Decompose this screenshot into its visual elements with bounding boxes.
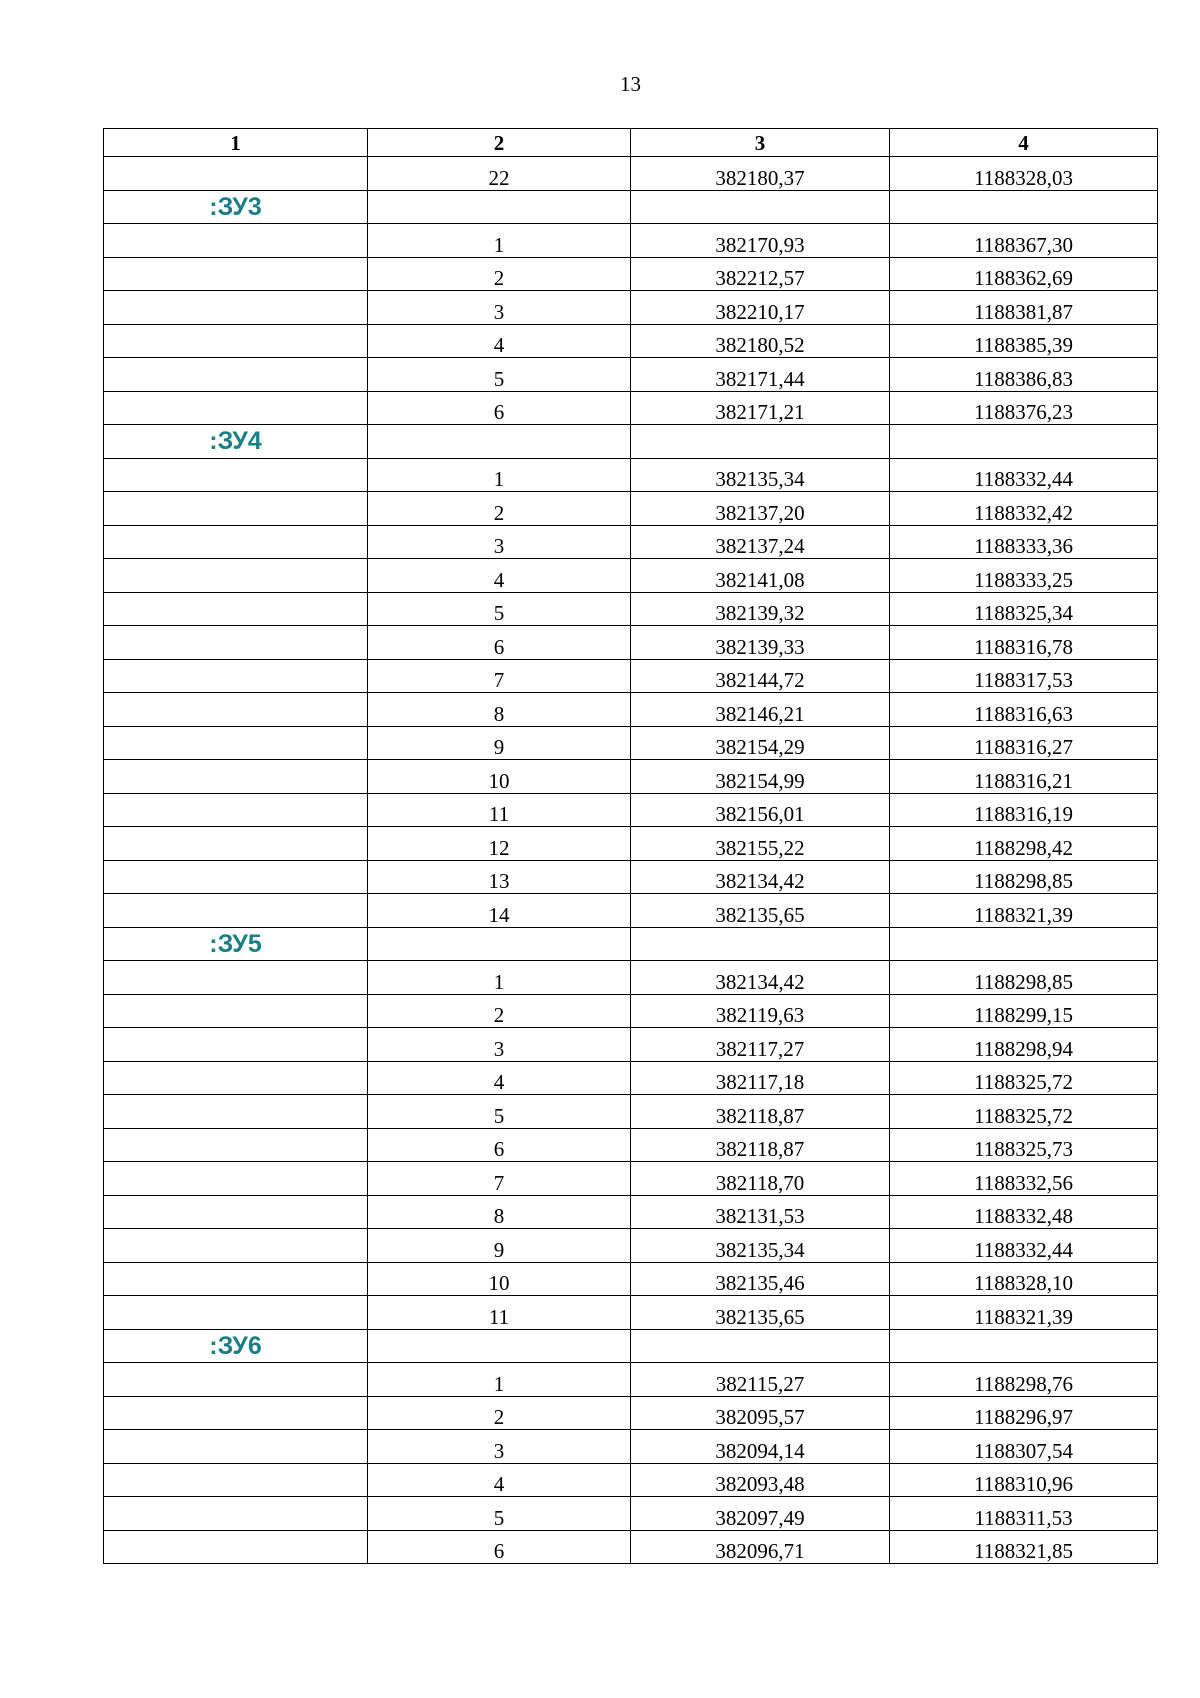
- cell-y-coordinate: 1188386,83: [890, 358, 1158, 392]
- cell-x-coordinate: 382171,21: [631, 391, 890, 425]
- cell-x-coordinate: 382139,33: [631, 626, 890, 660]
- cell-y-coordinate: [890, 1329, 1158, 1363]
- cell-label: [104, 793, 368, 827]
- cell-label: [104, 827, 368, 861]
- table-row: [104, 726, 1158, 760]
- cell-point-number: 8: [368, 1195, 631, 1229]
- cell-y-coordinate: 1188385,39: [890, 324, 1158, 358]
- cell-label: [104, 961, 368, 995]
- cell-x-coordinate: 382135,34: [631, 458, 890, 492]
- table-row: [104, 291, 1158, 325]
- cell-point-number: 8: [368, 693, 631, 727]
- table-row: [104, 894, 1158, 928]
- cell-label: [104, 1363, 368, 1397]
- table-row: [104, 1095, 1158, 1129]
- cell-x-coordinate: 382096,71: [631, 1530, 890, 1564]
- cell-point-number: 6: [368, 626, 631, 660]
- cell-x-coordinate: 382180,37: [631, 157, 890, 191]
- cell-y-coordinate: 1188328,03: [890, 157, 1158, 191]
- cell-x-coordinate: 382171,44: [631, 358, 890, 392]
- table-row: [104, 1262, 1158, 1296]
- table-row: [104, 324, 1158, 358]
- cell-x-coordinate: 382118,70: [631, 1162, 890, 1196]
- section-row: [104, 1329, 1158, 1363]
- table-row: [104, 1530, 1158, 1564]
- cell-point-number: 6: [368, 1128, 631, 1162]
- cell-label: [104, 525, 368, 559]
- cell-label: [104, 626, 368, 660]
- cell-point-number: 1: [368, 1363, 631, 1397]
- table-row: [104, 358, 1158, 392]
- cell-label: [104, 157, 368, 191]
- cell-point-number: 1: [368, 961, 631, 995]
- cell-y-coordinate: 1188299,15: [890, 994, 1158, 1028]
- cell-point-number: 6: [368, 1530, 631, 1564]
- cell-y-coordinate: 1188332,44: [890, 1229, 1158, 1263]
- cell-label: [104, 291, 368, 325]
- cell-y-coordinate: 1188316,27: [890, 726, 1158, 760]
- cell-point-number: [368, 425, 631, 459]
- cell-point-number: 5: [368, 1095, 631, 1129]
- section-row: [104, 190, 1158, 224]
- cell-label: [104, 693, 368, 727]
- cell-point-number: [368, 190, 631, 224]
- cell-point-number: [368, 927, 631, 961]
- header-col-4: 4: [890, 129, 1158, 157]
- cell-x-coordinate: 382135,65: [631, 894, 890, 928]
- cell-y-coordinate: 1188367,30: [890, 224, 1158, 258]
- cell-label: [104, 224, 368, 258]
- table-row: [104, 492, 1158, 526]
- section-row: [104, 425, 1158, 459]
- cell-y-coordinate: 1188298,76: [890, 1363, 1158, 1397]
- cell-point-number: 2: [368, 994, 631, 1028]
- table-row: [104, 458, 1158, 492]
- cell-point-number: 3: [368, 1028, 631, 1062]
- cell-x-coordinate: 382135,34: [631, 1229, 890, 1263]
- cell-y-coordinate: 1188316,19: [890, 793, 1158, 827]
- cell-y-coordinate: 1188321,39: [890, 894, 1158, 928]
- cell-y-coordinate: 1188333,36: [890, 525, 1158, 559]
- cell-x-coordinate: 382135,65: [631, 1296, 890, 1330]
- cell-label: [104, 592, 368, 626]
- cell-label: [104, 391, 368, 425]
- header-col-2: 2: [368, 129, 631, 157]
- cell-x-coordinate: 382210,17: [631, 291, 890, 325]
- cell-label: [104, 860, 368, 894]
- cell-label: [104, 894, 368, 928]
- cell-y-coordinate: 1188325,72: [890, 1095, 1158, 1129]
- cell-x-coordinate: 382141,08: [631, 559, 890, 593]
- cell-point-number: 2: [368, 1396, 631, 1430]
- cell-point-number: 12: [368, 827, 631, 861]
- cell-y-coordinate: 1188298,94: [890, 1028, 1158, 1062]
- cell-point-number: [368, 1329, 631, 1363]
- cell-x-coordinate: 382137,20: [631, 492, 890, 526]
- cell-y-coordinate: 1188317,53: [890, 659, 1158, 693]
- table-row: [104, 760, 1158, 794]
- section-row: [104, 927, 1158, 961]
- cell-y-coordinate: 1188362,69: [890, 257, 1158, 291]
- cell-label: [104, 559, 368, 593]
- cell-x-coordinate: 382156,01: [631, 793, 890, 827]
- header-col-3: 3: [631, 129, 890, 157]
- cell-y-coordinate: 1188311,53: [890, 1497, 1158, 1531]
- cell-x-coordinate: 382139,32: [631, 592, 890, 626]
- cell-label: [104, 726, 368, 760]
- cell-point-number: 2: [368, 492, 631, 526]
- cell-x-coordinate: 382154,99: [631, 760, 890, 794]
- coordinates-table: [103, 128, 1158, 1564]
- cell-x-coordinate: 382115,27: [631, 1363, 890, 1397]
- cell-label: [104, 1396, 368, 1430]
- cell-point-number: 9: [368, 726, 631, 760]
- table-row: [104, 592, 1158, 626]
- cell-x-coordinate: [631, 190, 890, 224]
- section-label: :ЗУ4: [104, 425, 368, 459]
- cell-x-coordinate: 382095,57: [631, 1396, 890, 1430]
- cell-y-coordinate: 1188316,63: [890, 693, 1158, 727]
- cell-x-coordinate: 382180,52: [631, 324, 890, 358]
- cell-x-coordinate: 382155,22: [631, 827, 890, 861]
- cell-y-coordinate: [890, 425, 1158, 459]
- cell-y-coordinate: 1188316,21: [890, 760, 1158, 794]
- table-row: [104, 860, 1158, 894]
- table-row: [104, 1128, 1158, 1162]
- table-row: [104, 1363, 1158, 1397]
- cell-point-number: 5: [368, 592, 631, 626]
- cell-x-coordinate: 382170,93: [631, 224, 890, 258]
- cell-y-coordinate: 1188381,87: [890, 291, 1158, 325]
- cell-y-coordinate: 1188298,42: [890, 827, 1158, 861]
- table-row: [104, 693, 1158, 727]
- cell-point-number: 10: [368, 1262, 631, 1296]
- cell-label: [104, 994, 368, 1028]
- cell-label: [104, 1463, 368, 1497]
- cell-x-coordinate: 382094,14: [631, 1430, 890, 1464]
- table-row: [104, 391, 1158, 425]
- table-row: [104, 257, 1158, 291]
- cell-x-coordinate: [631, 1329, 890, 1363]
- cell-y-coordinate: 1188316,78: [890, 626, 1158, 660]
- cell-y-coordinate: 1188333,25: [890, 559, 1158, 593]
- cell-point-number: 9: [368, 1229, 631, 1263]
- table-row: [104, 1229, 1158, 1263]
- cell-point-number: 10: [368, 760, 631, 794]
- cell-label: [104, 1162, 368, 1196]
- cell-point-number: 6: [368, 391, 631, 425]
- cell-x-coordinate: 382135,46: [631, 1262, 890, 1296]
- cell-y-coordinate: [890, 927, 1158, 961]
- section-label: :ЗУ6: [104, 1329, 368, 1363]
- cell-point-number: 11: [368, 793, 631, 827]
- cell-x-coordinate: 382134,42: [631, 961, 890, 995]
- cell-x-coordinate: 382134,42: [631, 860, 890, 894]
- cell-point-number: 3: [368, 525, 631, 559]
- cell-y-coordinate: 1188376,23: [890, 391, 1158, 425]
- page-number: 13: [620, 72, 641, 96]
- cell-y-coordinate: 1188332,56: [890, 1162, 1158, 1196]
- cell-y-coordinate: [890, 190, 1158, 224]
- table-row: [104, 1162, 1158, 1196]
- table-row: [104, 1497, 1158, 1531]
- cell-y-coordinate: 1188296,97: [890, 1396, 1158, 1430]
- table-body: [104, 157, 1158, 1564]
- cell-point-number: 7: [368, 1162, 631, 1196]
- cell-x-coordinate: [631, 425, 890, 459]
- cell-label: [104, 1095, 368, 1129]
- table-row: [104, 827, 1158, 861]
- cell-label: [104, 1061, 368, 1095]
- cell-point-number: 7: [368, 659, 631, 693]
- table-header: [104, 129, 1158, 157]
- header-col-1: 1: [104, 129, 368, 157]
- cell-label: [104, 1497, 368, 1531]
- cell-point-number: 4: [368, 1463, 631, 1497]
- cell-x-coordinate: 382118,87: [631, 1095, 890, 1129]
- table-row: [104, 659, 1158, 693]
- cell-point-number: 11: [368, 1296, 631, 1330]
- cell-x-coordinate: 382131,53: [631, 1195, 890, 1229]
- table-row: [104, 793, 1158, 827]
- cell-label: [104, 1530, 368, 1564]
- cell-x-coordinate: 382117,27: [631, 1028, 890, 1062]
- table-row: [104, 559, 1158, 593]
- cell-x-coordinate: 382119,63: [631, 994, 890, 1028]
- cell-point-number: 22: [368, 157, 631, 191]
- cell-label: [104, 324, 368, 358]
- cell-label: [104, 1296, 368, 1330]
- cell-point-number: 4: [368, 324, 631, 358]
- cell-label: [104, 257, 368, 291]
- cell-label: [104, 760, 368, 794]
- cell-x-coordinate: 382146,21: [631, 693, 890, 727]
- cell-label: [104, 1128, 368, 1162]
- cell-point-number: 13: [368, 860, 631, 894]
- cell-label: [104, 1028, 368, 1062]
- section-label: :ЗУ5: [104, 927, 368, 961]
- cell-x-coordinate: [631, 927, 890, 961]
- cell-point-number: 1: [368, 224, 631, 258]
- cell-point-number: 5: [368, 1497, 631, 1531]
- cell-point-number: 5: [368, 358, 631, 392]
- table-row: [104, 224, 1158, 258]
- cell-x-coordinate: 382117,18: [631, 1061, 890, 1095]
- table-row: [104, 1430, 1158, 1464]
- table-row: [104, 1463, 1158, 1497]
- cell-label: [104, 1430, 368, 1464]
- table-row: [104, 525, 1158, 559]
- table-row: [104, 1195, 1158, 1229]
- cell-point-number: 4: [368, 559, 631, 593]
- cell-point-number: 3: [368, 1430, 631, 1464]
- cell-y-coordinate: 1188307,54: [890, 1430, 1158, 1464]
- cell-label: [104, 458, 368, 492]
- table-row: [104, 994, 1158, 1028]
- cell-x-coordinate: 382144,72: [631, 659, 890, 693]
- cell-y-coordinate: 1188332,48: [890, 1195, 1158, 1229]
- cell-y-coordinate: 1188325,73: [890, 1128, 1158, 1162]
- cell-x-coordinate: 382212,57: [631, 257, 890, 291]
- header-row: [104, 129, 1158, 157]
- cell-y-coordinate: 1188328,10: [890, 1262, 1158, 1296]
- cell-x-coordinate: 382097,49: [631, 1497, 890, 1531]
- cell-label: [104, 1195, 368, 1229]
- cell-label: [104, 358, 368, 392]
- table-row: [104, 1061, 1158, 1095]
- cell-point-number: 3: [368, 291, 631, 325]
- cell-x-coordinate: 382154,29: [631, 726, 890, 760]
- table-row: [104, 1396, 1158, 1430]
- cell-point-number: 4: [368, 1061, 631, 1095]
- cell-y-coordinate: 1188298,85: [890, 860, 1158, 894]
- cell-y-coordinate: 1188325,34: [890, 592, 1158, 626]
- cell-x-coordinate: 382093,48: [631, 1463, 890, 1497]
- cell-label: [104, 659, 368, 693]
- cell-point-number: 14: [368, 894, 631, 928]
- table-row: [104, 626, 1158, 660]
- cell-y-coordinate: 1188325,72: [890, 1061, 1158, 1095]
- cell-x-coordinate: 382137,24: [631, 525, 890, 559]
- table-row: [104, 961, 1158, 995]
- cell-point-number: 1: [368, 458, 631, 492]
- cell-point-number: 2: [368, 257, 631, 291]
- table-row: [104, 157, 1158, 191]
- cell-label: [104, 492, 368, 526]
- cell-y-coordinate: 1188332,42: [890, 492, 1158, 526]
- cell-y-coordinate: 1188298,85: [890, 961, 1158, 995]
- cell-x-coordinate: 382118,87: [631, 1128, 890, 1162]
- cell-y-coordinate: 1188321,39: [890, 1296, 1158, 1330]
- section-label: :ЗУ3: [104, 190, 368, 224]
- table-row: [104, 1296, 1158, 1330]
- cell-y-coordinate: 1188332,44: [890, 458, 1158, 492]
- cell-y-coordinate: 1188310,96: [890, 1463, 1158, 1497]
- cell-label: [104, 1229, 368, 1263]
- cell-y-coordinate: 1188321,85: [890, 1530, 1158, 1564]
- table-row: [104, 1028, 1158, 1062]
- cell-label: [104, 1262, 368, 1296]
